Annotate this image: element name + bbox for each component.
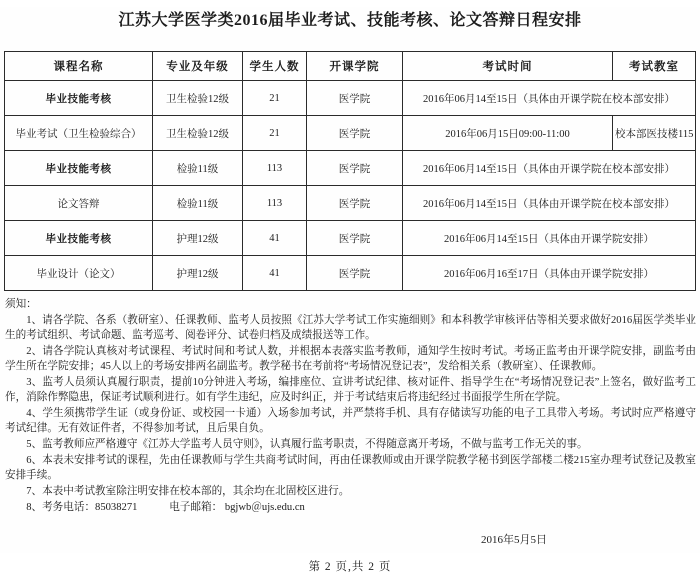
- schedule-table: [4, 51, 696, 291]
- student-count-cell: 21: [243, 81, 307, 116]
- course-name-cell: 毕业技能考核: [5, 221, 153, 256]
- header-exam-room: 考试教室: [613, 52, 696, 81]
- exam-time-cell: 2016年06月14至15日（具体由开课学院在校本部安排）: [403, 186, 696, 221]
- exam-time-cell: 2016年06月14至15日（具体由开课学院安排）: [403, 221, 696, 256]
- header-row: [5, 52, 696, 81]
- student-count-cell: 21: [243, 116, 307, 151]
- note-item: 1、请各学院、各系（教研室）、任课教师、监考人员按照《江苏大学考试工作实施细则》和本科教学审核评估等相关要求做好2016届医学类毕业生的考试组织、考试命题、监考巡考、阅卷评分、试卷归档及成绩报送等工作。: [5, 315, 696, 341]
- header-college: 开课学院: [307, 52, 403, 81]
- course-name-cell: 毕业技能考核: [5, 151, 153, 186]
- note-item: 3、监考人员须认真履行职责，提前10分钟进入考场，编排座位、宣讲考试纪律、核对证件、指导学生在“考场情况登记表”上签名，做好监考工作，消除作弊隐患，保证考试顺利进行。如有学生违纪，应及时纠正，并于考试结束后将违纪经过书面报学生所在学院。: [5, 377, 696, 403]
- major-grade-cell: 护理12级: [153, 256, 243, 291]
- note-item: 8、考务电话：85038271 电子邮箱： bgjwb＠ujs.edu.cn: [26, 502, 305, 513]
- exam-room-cell: 校本部医技楼115: [613, 116, 696, 151]
- exam-time-cell: 2016年06月15日09:00-11:00: [403, 116, 613, 151]
- college-cell: 医学院: [307, 81, 403, 116]
- exam-time-cell: 2016年06月14至15日（具体由开课学院在校本部安排）: [403, 81, 696, 116]
- student-count-cell: 113: [243, 151, 307, 186]
- student-count-cell: 41: [243, 221, 307, 256]
- schedule-row: [5, 221, 696, 256]
- header-student-count: 学生人数: [243, 52, 307, 81]
- college-cell: 医学院: [307, 151, 403, 186]
- course-name-cell: 毕业考试（卫生检验综合）: [5, 116, 153, 151]
- course-name-cell: 论文答辩: [5, 186, 153, 221]
- document-page: [0, 7, 700, 573]
- schedule-row: [5, 186, 696, 221]
- course-name-cell: 毕业设计（论文）: [5, 256, 153, 291]
- notes-heading: 须知：: [5, 299, 37, 310]
- major-grade-cell: 检验11级: [153, 151, 243, 186]
- student-count-cell: 41: [243, 256, 307, 291]
- major-grade-cell: 卫生检验12级: [153, 116, 243, 151]
- schedule-row: [5, 151, 696, 186]
- header-exam-time: 考试时间: [403, 52, 613, 81]
- header-major-grade: 专业及年级: [153, 52, 243, 81]
- note-item: 5、监考教师应严格遵守《江苏大学监考人员守则》，认真履行监考职责，不得随意离开考场，不做与监考工作无关的事。: [26, 439, 588, 450]
- student-count-cell: 113: [243, 186, 307, 221]
- document-title: 江苏大学医学类2016届毕业考试、技能考核、论文答辩日程安排: [118, 12, 582, 29]
- exam-time-cell: 2016年06月16至17日（具体由开课学院安排）: [403, 256, 696, 291]
- major-grade-cell: 卫生检验12级: [153, 81, 243, 116]
- page-number: 第 2 页,共 2 页: [308, 561, 392, 573]
- issue-date: 2016年5月5日: [481, 534, 547, 546]
- note-item: 7、本表中考试教室除注明安排在校本部的，其余均在北固校区进行。: [26, 486, 350, 497]
- college-cell: 医学院: [307, 221, 403, 256]
- note-item: 2、请各学院认真核对考试课程、考试时间和考试人数，并根据本表落实监考教师，通知学生按时考试。考场正监考由开课学院安排，副监考由学生所在学院安排；45人以上的考场安排两名副监考。教学秘书在考前将“考场情况登记表”，发给相关系（教研室）、任课教师。: [5, 346, 696, 372]
- note-item: 4、学生须携带学生证（或身份证、或校园一卡通）入场参加考试，并严禁将手机、具有存储读写功能的电子工具带入考场。考试时应严格遵守考试纪律。无有效证件者，不得参加考试，且后果自负。: [5, 408, 696, 434]
- schedule-row: [5, 256, 696, 291]
- note-item: 6、本表未安排考试的课程，先由任课教师与学生共商考试时间，再由任课教师或由开课学院教学秘书到医学部楼二楼215室办理考试登记及教室安排手续。: [5, 455, 696, 481]
- notes-section: [5, 297, 696, 515]
- schedule-row: [5, 116, 696, 151]
- header-course-name: 课程名称: [5, 52, 153, 81]
- schedule-table-header: [5, 52, 696, 81]
- major-grade-cell: 护理12级: [153, 221, 243, 256]
- college-cell: 医学院: [307, 186, 403, 221]
- college-cell: 医学院: [307, 116, 403, 151]
- major-grade-cell: 检验11级: [153, 186, 243, 221]
- schedule-table-body: [5, 81, 696, 291]
- exam-time-cell: 2016年06月14至15日（具体由开课学院在校本部安排）: [403, 151, 696, 186]
- course-name-cell: 毕业技能考核: [5, 81, 153, 116]
- college-cell: 医学院: [307, 256, 403, 291]
- schedule-row: [5, 81, 696, 116]
